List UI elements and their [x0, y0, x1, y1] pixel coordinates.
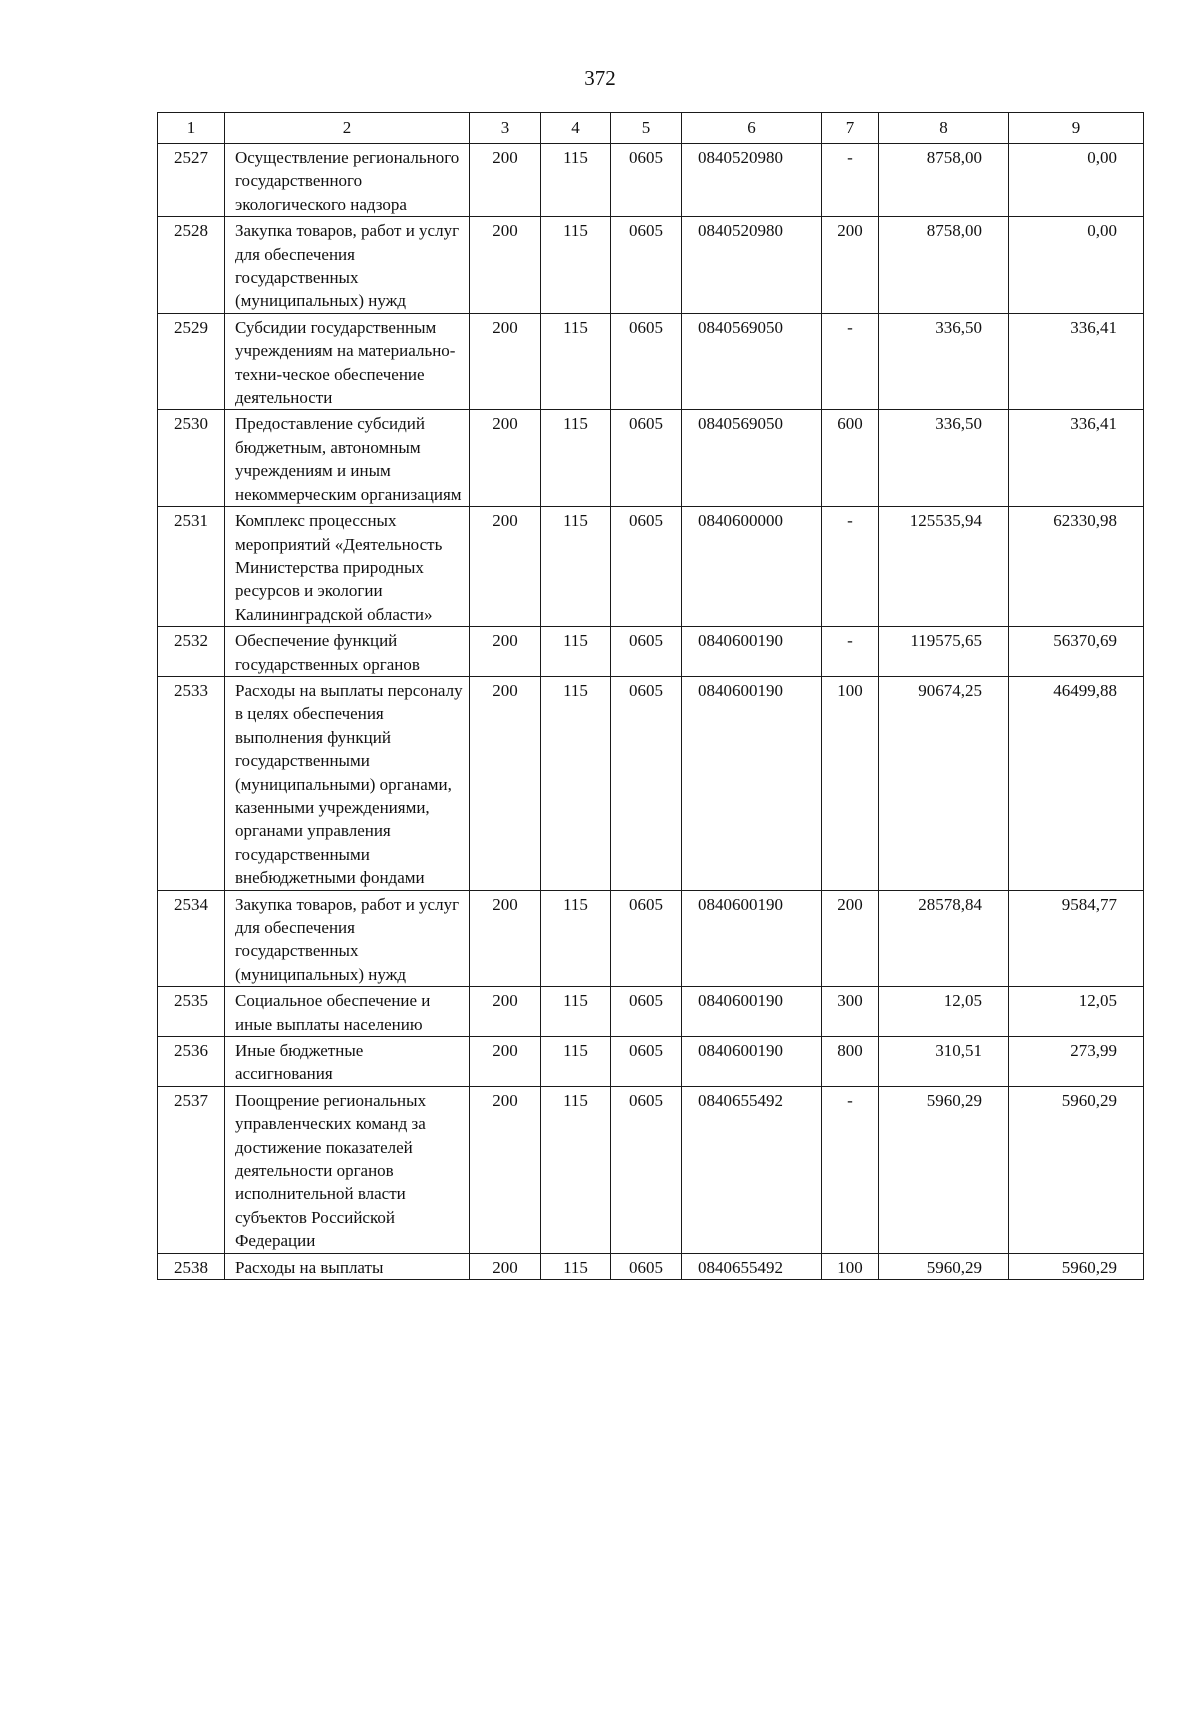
table-row [158, 627, 1144, 677]
column-9-value: 0,00 [1009, 144, 1144, 217]
table-row [158, 410, 1144, 507]
table-row [158, 507, 1144, 627]
expense-name: Комплекс процессных мероприятий «Деятельность Министерства природных ресурсов и экологии Калининградской области» [225, 507, 470, 627]
column-9-value: 273,99 [1009, 1037, 1144, 1087]
column-9-value: 62330,98 [1009, 507, 1144, 627]
column-6-value: 0840600190 [682, 627, 822, 677]
column-7-value: - [822, 627, 879, 677]
column-header: 3 [470, 113, 541, 144]
table-row [158, 676, 1144, 890]
column-8-value: 119575,65 [879, 627, 1009, 677]
column-4-value: 115 [541, 890, 611, 987]
column-3-value: 200 [470, 144, 541, 217]
row-number: 2532 [158, 627, 225, 677]
column-8-value: 12,05 [879, 987, 1009, 1037]
column-4-value: 115 [541, 627, 611, 677]
column-5-value: 0605 [611, 890, 682, 987]
column-4-value: 115 [541, 144, 611, 217]
column-5-value: 0605 [611, 144, 682, 217]
column-header: 7 [822, 113, 879, 144]
column-3-value: 200 [470, 1253, 541, 1279]
column-4-value: 115 [541, 676, 611, 890]
column-8-value: 336,50 [879, 313, 1009, 410]
column-7-value: - [822, 313, 879, 410]
column-4-value: 115 [541, 1086, 611, 1253]
column-9-value: 9584,77 [1009, 890, 1144, 987]
column-5-value: 0605 [611, 1253, 682, 1279]
expense-name: Обеспечение функций государственных органов [225, 627, 470, 677]
column-3-value: 200 [470, 1086, 541, 1253]
column-3-value: 200 [470, 1037, 541, 1087]
column-5-value: 0605 [611, 410, 682, 507]
column-4-value: 115 [541, 987, 611, 1037]
table-row [158, 144, 1144, 217]
column-3-value: 200 [470, 313, 541, 410]
column-header: 1 [158, 113, 225, 144]
column-3-value: 200 [470, 507, 541, 627]
expense-name: Осуществление регионального государственного экологического надзора [225, 144, 470, 217]
column-7-value: 800 [822, 1037, 879, 1087]
row-number: 2536 [158, 1037, 225, 1087]
column-5-value: 0605 [611, 217, 682, 314]
column-6-value: 0840655492 [682, 1253, 822, 1279]
expense-name: Иные бюджетные ассигнования [225, 1037, 470, 1087]
expense-name: Субсидии государственным учреждениям на материально-техни-ческое обеспечение деятельности [225, 313, 470, 410]
column-4-value: 115 [541, 410, 611, 507]
column-9-value: 12,05 [1009, 987, 1144, 1037]
column-6-value: 0840520980 [682, 217, 822, 314]
column-5-value: 0605 [611, 987, 682, 1037]
row-number: 2537 [158, 1086, 225, 1253]
row-number: 2527 [158, 144, 225, 217]
expense-name: Поощрение региональных управленческих команд за достижение показателей деятельности органов исполнительной власти субъектов Российской Федерации [225, 1086, 470, 1253]
column-6-value: 0840600190 [682, 1037, 822, 1087]
column-header: 6 [682, 113, 822, 144]
column-8-value: 90674,25 [879, 676, 1009, 890]
expense-name: Расходы на выплаты персоналу в целях обеспечения выполнения функций государственными (муниципальными) органами, казенными учреждениями, органами управления государственными внебюджетными фондами [225, 676, 470, 890]
column-7-value: - [822, 1086, 879, 1253]
column-header: 8 [879, 113, 1009, 144]
budget-table [157, 112, 1144, 1280]
column-header: 5 [611, 113, 682, 144]
column-9-value: 336,41 [1009, 410, 1144, 507]
column-5-value: 0605 [611, 627, 682, 677]
column-5-value: 0605 [611, 313, 682, 410]
column-8-value: 5960,29 [879, 1253, 1009, 1279]
column-4-value: 115 [541, 1253, 611, 1279]
column-header: 9 [1009, 113, 1144, 144]
column-header: 4 [541, 113, 611, 144]
column-9-value: 46499,88 [1009, 676, 1144, 890]
column-6-value: 0840655492 [682, 1086, 822, 1253]
column-header: 2 [225, 113, 470, 144]
table-row [158, 1253, 1144, 1279]
expense-name: Расходы на выплаты [225, 1253, 470, 1279]
column-9-value: 5960,29 [1009, 1253, 1144, 1279]
row-number: 2530 [158, 410, 225, 507]
column-6-value: 0840600190 [682, 987, 822, 1037]
column-9-value: 336,41 [1009, 313, 1144, 410]
column-4-value: 115 [541, 217, 611, 314]
expense-name: Закупка товаров, работ и услуг для обеспечения государственных (муниципальных) нужд [225, 890, 470, 987]
table-row [158, 890, 1144, 987]
table-row [158, 1086, 1144, 1253]
column-5-value: 0605 [611, 676, 682, 890]
column-8-value: 336,50 [879, 410, 1009, 507]
column-3-value: 200 [470, 217, 541, 314]
column-8-value: 28578,84 [879, 890, 1009, 987]
column-4-value: 115 [541, 313, 611, 410]
row-number: 2534 [158, 890, 225, 987]
column-3-value: 200 [470, 410, 541, 507]
row-number: 2528 [158, 217, 225, 314]
column-7-value: 100 [822, 1253, 879, 1279]
column-4-value: 115 [541, 507, 611, 627]
column-7-value: 300 [822, 987, 879, 1037]
column-8-value: 125535,94 [879, 507, 1009, 627]
expense-name: Предоставление субсидий бюджетным, автономным учреждениям и иным некоммерческим организациям [225, 410, 470, 507]
column-3-value: 200 [470, 987, 541, 1037]
column-9-value: 56370,69 [1009, 627, 1144, 677]
column-6-value: 0840520980 [682, 144, 822, 217]
column-7-value: 200 [822, 890, 879, 987]
column-3-value: 200 [470, 676, 541, 890]
expense-name: Закупка товаров, работ и услуг для обеспечения государственных (муниципальных) нужд [225, 217, 470, 314]
column-5-value: 0605 [611, 507, 682, 627]
column-7-value: - [822, 144, 879, 217]
column-7-value: 100 [822, 676, 879, 890]
row-number: 2538 [158, 1253, 225, 1279]
column-8-value: 8758,00 [879, 144, 1009, 217]
row-number: 2535 [158, 987, 225, 1037]
row-number: 2533 [158, 676, 225, 890]
expense-name: Социальное обеспечение и иные выплаты населению [225, 987, 470, 1037]
column-6-value: 0840569050 [682, 410, 822, 507]
header-row [158, 113, 1144, 144]
column-6-value: 0840600190 [682, 676, 822, 890]
column-4-value: 115 [541, 1037, 611, 1087]
column-5-value: 0605 [611, 1086, 682, 1253]
table-row [158, 987, 1144, 1037]
table-row [158, 217, 1144, 314]
column-6-value: 0840600000 [682, 507, 822, 627]
column-7-value: - [822, 507, 879, 627]
table-row [158, 313, 1144, 410]
column-6-value: 0840569050 [682, 313, 822, 410]
column-3-value: 200 [470, 627, 541, 677]
row-number: 2529 [158, 313, 225, 410]
column-5-value: 0605 [611, 1037, 682, 1087]
column-9-value: 0,00 [1009, 217, 1144, 314]
table-row [158, 1037, 1144, 1087]
column-9-value: 5960,29 [1009, 1086, 1144, 1253]
column-8-value: 310,51 [879, 1037, 1009, 1087]
column-6-value: 0840600190 [682, 890, 822, 987]
row-number: 2531 [158, 507, 225, 627]
column-7-value: 600 [822, 410, 879, 507]
column-7-value: 200 [822, 217, 879, 314]
column-8-value: 5960,29 [879, 1086, 1009, 1253]
column-8-value: 8758,00 [879, 217, 1009, 314]
column-3-value: 200 [470, 890, 541, 987]
page-number: 372 [584, 66, 616, 90]
